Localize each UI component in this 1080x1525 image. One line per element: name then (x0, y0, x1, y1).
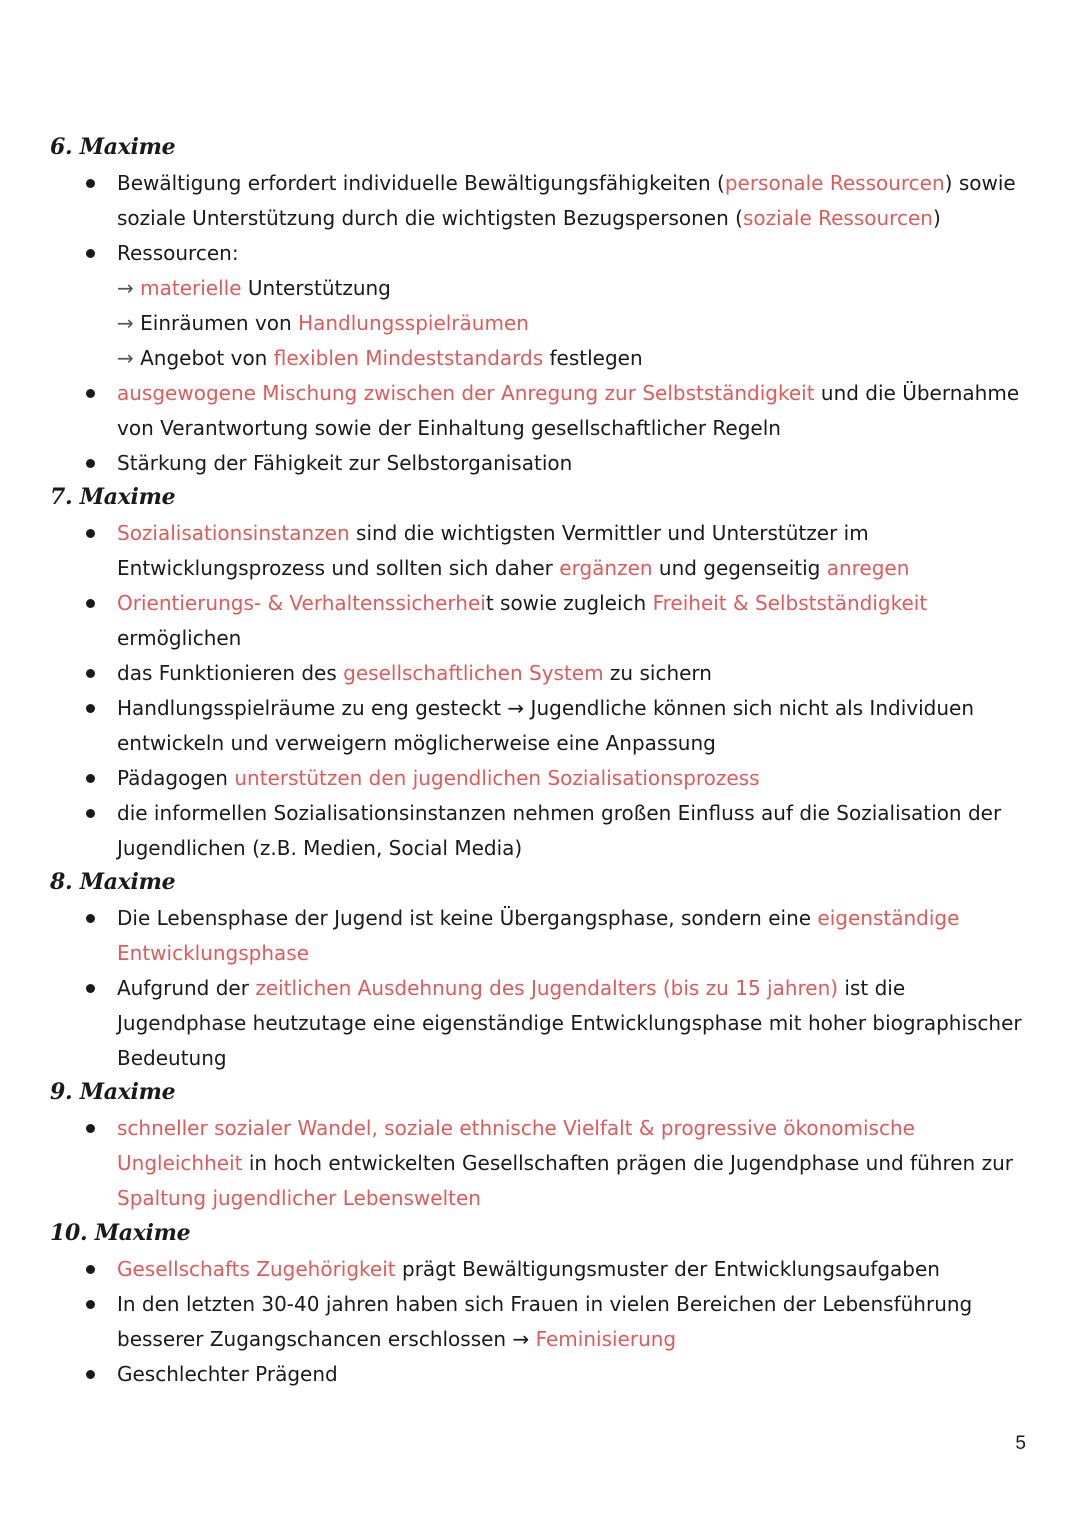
bullet-text: Einräumen von (140, 311, 299, 335)
bullet-item (0, 166, 1027, 236)
bullet-text: Unterstützung (241, 276, 391, 300)
bullet-text: Ressourcen: (117, 241, 239, 265)
page-number: 5 (1015, 1433, 1026, 1454)
bullet-item (0, 446, 1027, 481)
bullet-text: zu sichern (603, 661, 712, 685)
highlighted-text: unterstützen den jugendlichen Sozialisationsprozess (234, 766, 760, 790)
highlighted-text: zeitlichen Ausdehnung des Jugendalters (bis zu 15 jahren) (255, 976, 839, 1000)
bullet-text: Aufgrund der (117, 976, 256, 1000)
bullet-item (0, 376, 1027, 446)
highlighted-text: Freiheit & Selbstständigkeit (652, 591, 928, 615)
bullet-text: sind die wichtigsten Vermittler und Unterstützer im Entwicklungsprozess und sollten sich daher (117, 521, 869, 580)
section-heading: 6. Maxime (50, 134, 176, 160)
bullet-text: Die Lebensphase der Jugend ist keine Übergangsphase, sondern eine (117, 906, 818, 930)
highlighted-text: ausgewogene Mischung zwischen der Anregung zur Selbstständigkeit (117, 381, 815, 405)
highlighted-text: Sozialisationsinstanzen (117, 521, 350, 545)
arrow-text: → (117, 276, 141, 300)
bullet-text: ist die Jugendphase heutzutage eine eigenständige Entwicklungsphase mit hoher biographischer Bedeutung (117, 976, 1022, 1070)
bullet-text: ) (932, 206, 941, 230)
highlighted-text: Handlungsspielräumen (298, 311, 529, 335)
bullet-text: Angebot von (140, 346, 274, 370)
bullet-item (0, 1111, 1027, 1216)
bullet-item (0, 1252, 1027, 1287)
highlighted-text: schneller sozialer Wandel, soziale ethnische Vielfalt & progressive ökonomische Ungleichheit (117, 1116, 915, 1175)
highlighted-text: eigenständige Entwicklungsphase (117, 906, 960, 965)
bullet-list (0, 166, 1027, 481)
bullet-list (0, 516, 1027, 866)
bullet-text: die informellen Sozialisationsinstanzen nehmen großen Einfluss auf die Sozialisation der Jugendlichen (z.B. Medien, Social Media) (117, 801, 1002, 860)
bullet-item (0, 761, 1027, 796)
bullet-text: In den letzten 30-40 jahren haben sich Frauen in vielen Bereichen der Lebensführung besserer Zugangschancen erschlossen → (117, 1292, 973, 1351)
bullet-item (0, 236, 1027, 376)
bullet-list (0, 1252, 1027, 1392)
bullet-text: das Funktionieren des (117, 661, 344, 685)
bullet-text: und gegenseitig (652, 556, 827, 580)
bullet-item (0, 586, 1027, 656)
bullet-item (0, 1287, 1027, 1357)
bullet-text: ) sowie soziale Unterstützung durch die wichtigsten Bezugspersonen ( (117, 171, 1016, 230)
highlighted-text: gesellschaftlichen System (343, 661, 604, 685)
highlighted-text: Spaltung jugendlicher Lebenswelten (117, 1186, 481, 1210)
section-heading: 8. Maxime (50, 869, 176, 895)
bullet-item (0, 656, 1027, 691)
bullet-list (0, 1111, 1027, 1216)
bullet-text: festlegen (543, 346, 643, 370)
arrow-text: → (117, 311, 141, 335)
bullet-text: Bewältigung erfordert individuelle Bewältigungsfähigkeiten ( (117, 171, 725, 195)
highlighted-text: flexiblen Mindeststandards (273, 346, 544, 370)
bullet-text: ermöglichen (117, 626, 242, 650)
bullet-text: und die Übernahme von Verantwortung sowie der Einhaltung gesellschaftlicher Regeln (117, 381, 1020, 440)
section-heading: 9. Maxime (50, 1079, 176, 1105)
bullet-item (0, 1357, 1027, 1392)
bullet-item (0, 796, 1027, 866)
highlighted-text: materielle (140, 276, 242, 300)
arrow-text: → (117, 346, 141, 370)
bullet-text: Pädagogen (117, 766, 235, 790)
highlighted-text: soziale Ressourcen (742, 206, 933, 230)
section-heading: 7. Maxime (50, 484, 176, 510)
highlighted-text: Feminisierung (535, 1327, 677, 1351)
bullet-item (0, 971, 1027, 1076)
bullet-text: prägt Bewältigungsmuster der Entwicklungsaufgaben (395, 1257, 940, 1281)
highlighted-text: Gesellschafts Zugehörigkeit (117, 1257, 396, 1281)
bullet-text: Stärkung der Fähigkeit zur Selbstorganisation (117, 451, 573, 475)
section-heading: 10. Maxime (50, 1220, 191, 1246)
bullet-list (0, 901, 1027, 1076)
bullet-item (0, 516, 1027, 586)
bullet-item (0, 901, 1027, 971)
bullet-text: t sowie zugleich (485, 591, 653, 615)
bullet-text: Geschlechter Prägend (117, 1362, 338, 1386)
highlighted-text: Orientierungs- & Verhaltenssicherhei (117, 591, 486, 615)
highlighted-text: anregen (826, 556, 910, 580)
bullet-text: Handlungsspielräume zu eng gesteckt → Jugendliche können sich nicht als Individuen entwickeln und verweigern möglicherweise eine Anpassung (117, 696, 975, 755)
highlighted-text: personale Ressourcen (724, 171, 945, 195)
bullet-item (0, 691, 1027, 761)
bullet-text: in hoch entwickelten Gesellschaften prägen die Jugendphase und führen zur (242, 1151, 1013, 1175)
highlighted-text: ergänzen (559, 556, 653, 580)
